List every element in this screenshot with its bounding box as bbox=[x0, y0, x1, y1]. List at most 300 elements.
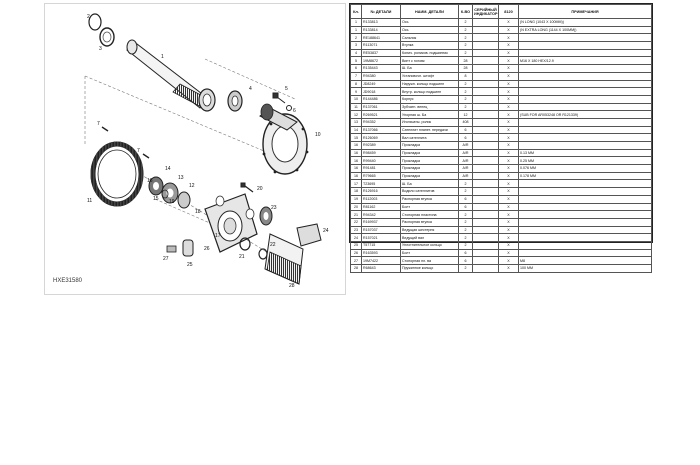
svg-text:24: 24 bbox=[323, 228, 329, 234]
row-serial-indicator bbox=[473, 103, 499, 111]
bushing bbox=[183, 240, 193, 256]
table-row bbox=[351, 203, 652, 211]
table-row bbox=[351, 142, 652, 150]
row-part-number: R269521 bbox=[362, 111, 401, 119]
row-part-number: R92389 bbox=[362, 142, 401, 150]
row-part-name: Конич. роликов. подшипник bbox=[401, 49, 459, 57]
row-model-mark: X bbox=[499, 57, 519, 65]
svg-text:23: 23 bbox=[271, 205, 277, 211]
header-quantity: К-ВО bbox=[459, 5, 473, 19]
row-quantity: 6 bbox=[459, 195, 473, 203]
row-part-number: R91481 bbox=[362, 165, 401, 173]
row-serial-indicator bbox=[473, 19, 499, 27]
row-model-mark: X bbox=[499, 103, 519, 111]
row-part-number: RE53837 bbox=[362, 49, 401, 57]
row-quantity: 8 bbox=[459, 72, 473, 80]
lock-plate-small bbox=[167, 246, 176, 252]
row-model-mark: X bbox=[499, 118, 519, 126]
row-model-mark: X bbox=[499, 49, 519, 57]
row-part-number: R163593 bbox=[362, 249, 401, 257]
row-part-number: R133813 bbox=[362, 19, 401, 27]
row-notes bbox=[519, 34, 652, 42]
row-model-mark: X bbox=[499, 157, 519, 165]
row-part-number: R94380 bbox=[362, 72, 401, 80]
table-row bbox=[351, 241, 652, 249]
row-key: 9 bbox=[351, 88, 362, 96]
row-key: 15 bbox=[351, 134, 362, 142]
table-row bbox=[351, 226, 652, 234]
table-row bbox=[351, 126, 652, 134]
row-part-number: R94352 bbox=[362, 118, 401, 126]
row-notes bbox=[519, 234, 652, 242]
row-part-name: Сателлит планет. передачи bbox=[401, 126, 459, 134]
table-row bbox=[351, 42, 652, 50]
parts-table-panel bbox=[349, 3, 653, 271]
row-serial-indicator bbox=[473, 257, 499, 265]
row-notes: 0.25 MM bbox=[519, 157, 652, 165]
row-part-name: Болт bbox=[401, 203, 459, 211]
row-notes bbox=[519, 88, 652, 96]
row-key: 3 bbox=[351, 42, 362, 50]
table-row bbox=[351, 195, 652, 203]
row-quantity: 6 bbox=[459, 126, 473, 134]
row-serial-indicator bbox=[473, 72, 499, 80]
row-part-name: Распорная втулка bbox=[401, 195, 459, 203]
row-serial-indicator bbox=[473, 157, 499, 165]
row-notes bbox=[519, 241, 652, 249]
row-notes bbox=[519, 134, 652, 142]
row-part-name: Прокладка bbox=[401, 149, 459, 157]
row-serial-indicator bbox=[473, 180, 499, 188]
row-serial-indicator bbox=[473, 218, 499, 226]
table-row bbox=[351, 188, 652, 196]
row-part-name: Уплотнительное кольцо bbox=[401, 241, 459, 249]
svg-text:4: 4 bbox=[249, 86, 252, 92]
row-serial-indicator bbox=[473, 165, 499, 173]
row-key: 20 bbox=[351, 203, 362, 211]
row-notes: (N EXTRA LONG (1144 X 100MM)) bbox=[519, 26, 652, 34]
svg-text:6: 6 bbox=[293, 108, 296, 114]
row-quantity: 2 bbox=[459, 265, 473, 273]
table-row bbox=[351, 57, 652, 65]
row-notes: (N LONG (1043 X 100MM)) bbox=[519, 19, 652, 27]
row-model-mark: X bbox=[499, 95, 519, 103]
row-part-number: R81162 bbox=[362, 203, 401, 211]
row-quantity: 2 bbox=[459, 49, 473, 57]
ring-gear bbox=[93, 144, 141, 204]
table-row bbox=[351, 265, 652, 273]
row-serial-indicator bbox=[473, 118, 499, 126]
row-key: 23 bbox=[351, 226, 362, 234]
row-part-name: Ось bbox=[401, 19, 459, 27]
row-model-mark: X bbox=[499, 72, 519, 80]
row-quantity: A/R bbox=[459, 165, 473, 173]
row-key: 14 bbox=[351, 126, 362, 134]
svg-text:20: 20 bbox=[257, 186, 263, 192]
row-model-mark: X bbox=[499, 42, 519, 50]
header-part-number: № ДЕТАЛИ bbox=[362, 5, 401, 19]
header-model: 8120 bbox=[499, 5, 519, 19]
row-model-mark: X bbox=[499, 172, 519, 180]
row-part-name: Пружинное кольцо bbox=[401, 265, 459, 273]
svg-text:22: 22 bbox=[270, 242, 276, 248]
header-key: Кл. bbox=[351, 5, 362, 19]
row-serial-indicator bbox=[473, 65, 499, 73]
row-part-name: Прокладка bbox=[401, 165, 459, 173]
row-key: 6 bbox=[351, 65, 362, 73]
axle-housing bbox=[260, 104, 308, 174]
table-row bbox=[351, 180, 652, 188]
row-notes bbox=[519, 226, 652, 234]
svg-text:15: 15 bbox=[153, 196, 159, 202]
row-part-name: Стопорная пластина bbox=[401, 211, 459, 219]
row-notes bbox=[519, 142, 652, 150]
row-part-name: Наружн. кольцо подшипн bbox=[401, 80, 459, 88]
svg-text:27: 27 bbox=[163, 256, 169, 262]
row-part-number: R99440 bbox=[362, 157, 401, 165]
row-part-name: Прокладка bbox=[401, 142, 459, 150]
row-key: 1 bbox=[351, 26, 362, 34]
row-serial-indicator bbox=[473, 172, 499, 180]
row-part-name: Установочн. штифт bbox=[401, 72, 459, 80]
row-key: 13 bbox=[351, 118, 362, 126]
row-quantity: 2 bbox=[459, 34, 473, 42]
row-serial-indicator bbox=[473, 226, 499, 234]
svg-text:2: 2 bbox=[87, 14, 90, 20]
table-row bbox=[351, 134, 652, 142]
row-serial-indicator bbox=[473, 265, 499, 273]
row-quantity: 6 bbox=[459, 134, 473, 142]
row-quantity: 2 bbox=[459, 88, 473, 96]
row-quantity: 12 bbox=[459, 111, 473, 119]
row-serial-indicator bbox=[473, 203, 499, 211]
row-part-name: Ш. Ба bbox=[401, 65, 459, 73]
row-notes bbox=[519, 211, 652, 219]
row-serial-indicator bbox=[473, 57, 499, 65]
row-serial-indicator bbox=[473, 188, 499, 196]
row-key: 11 bbox=[351, 103, 362, 111]
row-part-name: Корпус bbox=[401, 95, 459, 103]
row-part-number: R133814 bbox=[362, 26, 401, 34]
row-model-mark: X bbox=[499, 257, 519, 265]
row-notes: 0.178 MM bbox=[519, 172, 652, 180]
row-quantity: 408 bbox=[459, 118, 473, 126]
row-serial-indicator bbox=[473, 111, 499, 119]
row-quantity: 2 bbox=[459, 218, 473, 226]
table-row bbox=[351, 26, 652, 34]
row-serial-indicator bbox=[473, 34, 499, 42]
row-notes bbox=[519, 126, 652, 134]
row-key: 16 bbox=[351, 149, 362, 157]
row-key: 28 bbox=[351, 265, 362, 273]
svg-text:21: 21 bbox=[239, 254, 245, 260]
row-part-number: R144486 bbox=[362, 95, 401, 103]
row-key: 1 bbox=[351, 19, 362, 27]
row-part-number: R68643 bbox=[362, 265, 401, 273]
row-quantity: 2 bbox=[459, 19, 473, 27]
parts-list-table bbox=[350, 4, 652, 273]
row-quantity: 2 bbox=[459, 95, 473, 103]
row-part-name: Игольчаты. ролик bbox=[401, 118, 459, 126]
row-key: 16 bbox=[351, 157, 362, 165]
row-quantity: 6 bbox=[459, 249, 473, 257]
row-serial-indicator bbox=[473, 49, 499, 57]
row-key: 4 bbox=[351, 49, 362, 57]
row-quantity: 2 bbox=[459, 26, 473, 34]
row-quantity: 2 bbox=[459, 234, 473, 242]
row-quantity: 2 bbox=[459, 42, 473, 50]
row-key: 16 bbox=[351, 172, 362, 180]
row-key: 22 bbox=[351, 218, 362, 226]
svg-text:11: 11 bbox=[87, 198, 93, 204]
svg-text:26: 26 bbox=[204, 246, 210, 252]
table-row bbox=[351, 257, 652, 265]
svg-text:12: 12 bbox=[189, 183, 195, 189]
header-notes: ПРИМЕЧАНИЯ bbox=[519, 5, 652, 19]
table-row bbox=[351, 19, 652, 27]
row-part-number: R137061 bbox=[362, 103, 401, 111]
row-part-name: Внутр. кольцо подшипн bbox=[401, 88, 459, 96]
row-model-mark: X bbox=[499, 180, 519, 188]
row-notes: M8 bbox=[519, 257, 652, 265]
row-part-name: Распорная втулка bbox=[401, 218, 459, 226]
row-part-number: T57715 bbox=[362, 241, 401, 249]
row-serial-indicator bbox=[473, 195, 499, 203]
row-notes bbox=[519, 195, 652, 203]
row-model-mark: X bbox=[499, 203, 519, 211]
svg-text:19: 19 bbox=[169, 199, 175, 205]
table-row bbox=[351, 95, 652, 103]
row-quantity: A/R bbox=[459, 142, 473, 150]
row-quantity: 2 bbox=[459, 241, 473, 249]
axle-shaft bbox=[127, 40, 210, 108]
row-part-name: Прокладка bbox=[401, 172, 459, 180]
table-row bbox=[351, 165, 652, 173]
row-quantity: A/R bbox=[459, 157, 473, 165]
row-notes: 0.076 MM bbox=[519, 165, 652, 173]
row-part-number: 19M8672 bbox=[362, 57, 401, 65]
planet-carrier bbox=[205, 194, 257, 252]
row-quantity: 2 bbox=[459, 103, 473, 111]
row-key: 16 bbox=[351, 142, 362, 150]
svg-text:10: 10 bbox=[315, 132, 321, 138]
row-serial-indicator bbox=[473, 95, 499, 103]
row-part-name: Стопорная пл. ва bbox=[401, 257, 459, 265]
row-part-name: Вал сателлита bbox=[401, 134, 459, 142]
row-notes: 100 MM bbox=[519, 265, 652, 273]
row-part-name: Сальник bbox=[401, 34, 459, 42]
row-part-name: Ось bbox=[401, 26, 459, 34]
row-serial-indicator bbox=[473, 249, 499, 257]
row-part-name: Ведущая шестерня bbox=[401, 226, 459, 234]
row-notes bbox=[519, 203, 652, 211]
row-notes bbox=[519, 188, 652, 196]
row-quantity: A/R bbox=[459, 149, 473, 157]
row-notes bbox=[519, 249, 652, 257]
svg-text:25: 25 bbox=[187, 262, 193, 268]
svg-text:1: 1 bbox=[161, 54, 164, 60]
table-row bbox=[351, 65, 652, 73]
table-row bbox=[351, 118, 652, 126]
svg-text:16: 16 bbox=[147, 178, 153, 184]
svg-text:13: 13 bbox=[178, 175, 184, 181]
row-notes: (SUB FOR AR053248 OR R121339) bbox=[519, 111, 652, 119]
svg-text:5: 5 bbox=[285, 86, 288, 92]
row-serial-indicator bbox=[473, 42, 499, 50]
row-quantity: 2 bbox=[459, 211, 473, 219]
row-quantity: 2 bbox=[459, 180, 473, 188]
row-part-name: Водило сателлитов bbox=[401, 188, 459, 196]
row-notes bbox=[519, 42, 652, 50]
row-serial-indicator bbox=[473, 149, 499, 157]
row-notes: M16 X 180 HEX/12.9 bbox=[519, 57, 652, 65]
row-key: 26 bbox=[351, 249, 362, 257]
row-part-number: T23695 bbox=[362, 180, 401, 188]
header-part-name: НАИМ. ДЕТАЛИ bbox=[401, 5, 459, 19]
row-model-mark: X bbox=[499, 142, 519, 150]
row-key: 27 bbox=[351, 257, 362, 265]
row-key: 18 bbox=[351, 188, 362, 196]
row-key: 12 bbox=[351, 111, 362, 119]
row-part-number: 19M7422 bbox=[362, 257, 401, 265]
row-part-number: RE188641 bbox=[362, 34, 401, 42]
svg-text:14: 14 bbox=[165, 166, 171, 172]
parts-diagram-panel bbox=[44, 3, 346, 295]
row-key: 24 bbox=[351, 234, 362, 242]
row-key: 5 bbox=[351, 57, 362, 65]
table-row bbox=[351, 111, 652, 119]
row-part-name: Упорная ш. Ба bbox=[401, 111, 459, 119]
row-part-number: R113071 bbox=[362, 42, 401, 50]
table-row bbox=[351, 172, 652, 180]
exploded-axle-diagram bbox=[45, 4, 347, 296]
svg-text:7: 7 bbox=[137, 148, 140, 154]
row-part-number: R98459 bbox=[362, 149, 401, 157]
row-quantity: 2 bbox=[459, 226, 473, 234]
row-quantity: 28 bbox=[459, 65, 473, 73]
table-row bbox=[351, 72, 652, 80]
row-model-mark: X bbox=[499, 234, 519, 242]
row-key: 21 bbox=[351, 211, 362, 219]
row-model-mark: X bbox=[499, 165, 519, 173]
row-model-mark: X bbox=[499, 241, 519, 249]
row-model-mark: X bbox=[499, 126, 519, 134]
row-part-name: Винт с головк bbox=[401, 57, 459, 65]
seal-ring bbox=[89, 14, 101, 30]
row-notes: 0.13 MM bbox=[519, 149, 652, 157]
carrier-bolt bbox=[241, 183, 253, 192]
row-part-name: Втулка bbox=[401, 42, 459, 50]
row-part-number: R126916 bbox=[362, 188, 401, 196]
dowel-pin bbox=[143, 154, 149, 158]
row-notes bbox=[519, 218, 652, 226]
parts-table-body bbox=[351, 19, 652, 273]
row-part-name: Болт bbox=[401, 249, 459, 257]
row-key: 8 bbox=[351, 80, 362, 88]
row-key: 10 bbox=[351, 95, 362, 103]
svg-text:17: 17 bbox=[215, 233, 221, 239]
row-notes bbox=[519, 80, 652, 88]
row-quantity: 6 bbox=[459, 203, 473, 211]
row-model-mark: X bbox=[499, 111, 519, 119]
row-part-number: R112003 bbox=[362, 195, 401, 203]
row-key: 25 bbox=[351, 241, 362, 249]
table-row bbox=[351, 234, 652, 242]
row-serial-indicator bbox=[473, 88, 499, 96]
row-part-number: R169937 bbox=[362, 218, 401, 226]
row-serial-indicator bbox=[473, 26, 499, 34]
row-model-mark: X bbox=[499, 211, 519, 219]
drive-shaft bbox=[265, 224, 321, 284]
table-row bbox=[351, 157, 652, 165]
dowel-pin bbox=[102, 127, 108, 131]
row-part-name: Зубчатн. венец bbox=[401, 103, 459, 111]
header-serial-indicator: СЕРИЙНЫЙ ИНДИКАТОР bbox=[473, 5, 499, 19]
table-row bbox=[351, 103, 652, 111]
row-notes bbox=[519, 118, 652, 126]
svg-text:28: 28 bbox=[289, 283, 295, 289]
table-header-row bbox=[351, 5, 652, 19]
row-part-number: R79665 bbox=[362, 172, 401, 180]
housing-bolts bbox=[273, 93, 292, 111]
row-quantity: A/R bbox=[459, 172, 473, 180]
row-key: 17 bbox=[351, 180, 362, 188]
row-model-mark: X bbox=[499, 195, 519, 203]
spacer-bushing bbox=[259, 249, 267, 259]
table-row bbox=[351, 149, 652, 157]
row-part-number: JD9018 bbox=[362, 88, 401, 96]
row-model-mark: X bbox=[499, 218, 519, 226]
table-row bbox=[351, 211, 652, 219]
row-part-number: JD8249 bbox=[362, 80, 401, 88]
row-part-number: R94342 bbox=[362, 211, 401, 219]
table-row bbox=[351, 49, 652, 57]
row-part-number: R157037 bbox=[362, 226, 401, 234]
row-model-mark: X bbox=[499, 80, 519, 88]
row-quantity: 2 bbox=[459, 80, 473, 88]
row-model-mark: X bbox=[499, 134, 519, 142]
row-serial-indicator bbox=[473, 241, 499, 249]
table-row bbox=[351, 88, 652, 96]
row-part-number: R157021 bbox=[362, 234, 401, 242]
row-key: 2 bbox=[351, 34, 362, 42]
row-quantity: 28 bbox=[459, 57, 473, 65]
row-notes bbox=[519, 65, 652, 73]
table-row bbox=[351, 218, 652, 226]
row-model-mark: X bbox=[499, 226, 519, 234]
row-key: 19 bbox=[351, 195, 362, 203]
row-model-mark: X bbox=[499, 188, 519, 196]
table-row bbox=[351, 249, 652, 257]
row-part-name: Прокладка bbox=[401, 157, 459, 165]
row-quantity: 2 bbox=[459, 188, 473, 196]
row-model-mark: X bbox=[499, 265, 519, 273]
row-serial-indicator bbox=[473, 234, 499, 242]
row-serial-indicator bbox=[473, 134, 499, 142]
row-notes bbox=[519, 72, 652, 80]
row-serial-indicator bbox=[473, 211, 499, 219]
row-key: 16 bbox=[351, 165, 362, 173]
row-quantity: 6 bbox=[459, 257, 473, 265]
row-notes bbox=[519, 49, 652, 57]
row-model-mark: X bbox=[499, 88, 519, 96]
row-serial-indicator bbox=[473, 142, 499, 150]
row-part-number: R135443 bbox=[362, 65, 401, 73]
row-model-mark: X bbox=[499, 34, 519, 42]
row-part-name: Ведущий вал bbox=[401, 234, 459, 242]
row-model-mark: X bbox=[499, 149, 519, 157]
row-notes bbox=[519, 103, 652, 111]
